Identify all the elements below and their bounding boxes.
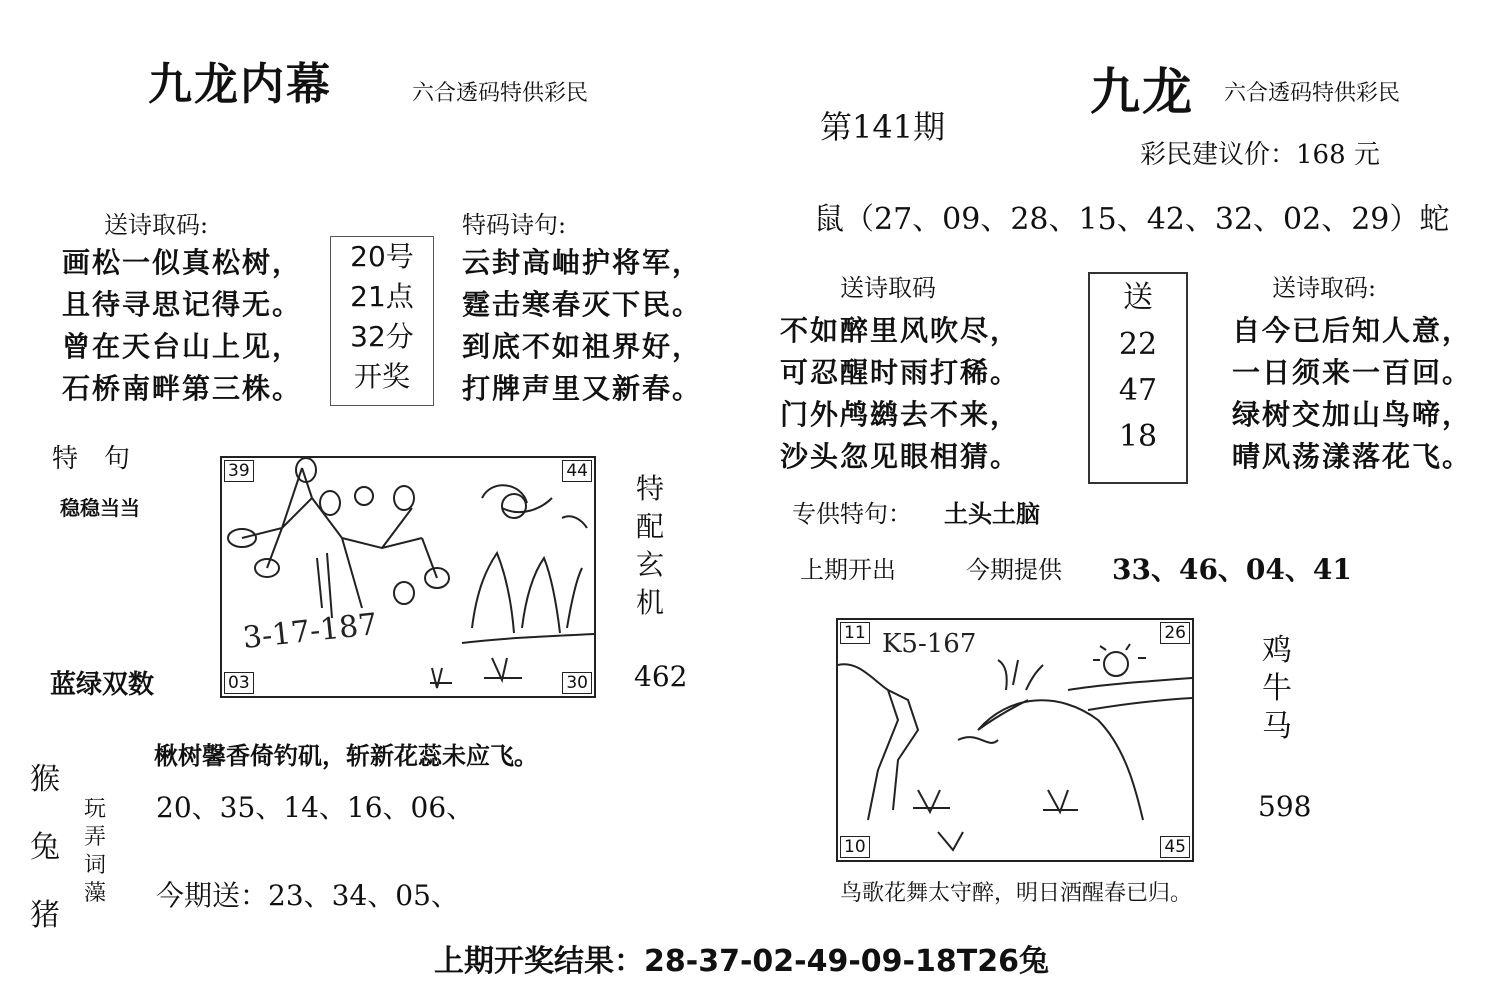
right-sketch-scribble: K5-167 xyxy=(882,629,977,659)
picture-corner-number: 30 xyxy=(562,672,592,694)
animal-char: 马 xyxy=(1262,709,1292,744)
left-side-vertical xyxy=(636,470,664,622)
right-verse: 鸟歌花舞太守醉，明日酒醒春已归。 xyxy=(840,881,1193,906)
left-sketch xyxy=(222,458,594,696)
price-label: 彩民建议价：168 元 xyxy=(1140,140,1380,170)
poem-line: 画松一似真松树， xyxy=(62,246,303,279)
side-char: 玄 xyxy=(636,548,665,581)
provide-label: 今期提供 xyxy=(966,556,1062,584)
side-char: 机 xyxy=(636,586,665,619)
right-title: 九龙 xyxy=(1090,62,1194,121)
right-special-phrase: 土头土脑 xyxy=(944,499,1040,528)
play-char: 弄 xyxy=(84,825,107,850)
left-numbers-line: 20、35、14、16、06、 xyxy=(156,791,475,824)
left-side-number: 462 xyxy=(634,660,688,693)
poem-line: 不如醉里风吹尽， xyxy=(780,314,1021,347)
play-char: 词 xyxy=(84,853,107,878)
poem-line: 石桥南畔第三株。 xyxy=(62,372,303,405)
picture-corner-number: 45 xyxy=(1160,836,1190,858)
send-box-line: 送 xyxy=(1123,280,1153,315)
poem-line: 霆击寒春灭下民。 xyxy=(462,288,703,321)
send-box-line: 18 xyxy=(1118,419,1158,454)
color-label: 蓝绿双数 xyxy=(50,670,155,700)
poem-line: 到底不如祖界好， xyxy=(462,330,703,363)
issue-number: 第141期 xyxy=(820,108,946,146)
picture-corner-number: 03 xyxy=(224,672,254,694)
poem-line: 沙头忽见眼相猜。 xyxy=(780,440,1021,473)
poem-line: 自今已后知人意， xyxy=(1232,314,1473,347)
play-words-vertical xyxy=(84,796,106,908)
draw-box-line: 32分 xyxy=(350,320,414,353)
poem-line: 一日须来一百回。 xyxy=(1232,356,1473,389)
side-char: 配 xyxy=(636,510,665,543)
send-box-line: 47 xyxy=(1118,373,1158,408)
right-poem1-heading: 送诗取码 xyxy=(840,274,936,302)
right-poem1 xyxy=(780,310,1020,478)
left-poem1 xyxy=(62,242,302,410)
left-title: 九龙内幕 xyxy=(148,59,332,110)
picture-corner-number: 44 xyxy=(562,460,592,482)
zodiac-line: 鼠（27、09、28、15、42、32、02、29）蛇 xyxy=(814,202,1450,237)
left-animals-vertical xyxy=(30,746,60,950)
draw-box-line: 开奖 xyxy=(353,360,410,393)
right-sketch xyxy=(838,620,1192,860)
right-hint-picture xyxy=(836,618,1194,862)
draw-time-box xyxy=(330,236,434,406)
play-char: 藻 xyxy=(84,881,107,906)
left-subtitle: 六合透码特供彩民 xyxy=(412,81,589,106)
right-animals-vertical xyxy=(1262,632,1292,746)
picture-corner-number: 10 xyxy=(840,836,870,858)
animal-char: 兔 xyxy=(30,830,60,865)
left-poem2-heading: 特码诗句: xyxy=(462,211,567,239)
special-phrase: 稳稳当当 xyxy=(60,496,140,520)
right-subtitle: 六合透码特供彩民 xyxy=(1224,81,1401,106)
last-result: 上期开奖结果：28-37-02-49-09-18T26兔 xyxy=(434,944,1049,979)
animal-char: 猪 xyxy=(30,898,60,933)
right-poem2-heading: 送诗取码: xyxy=(1272,274,1377,302)
special-phrase-label: 专供特句： xyxy=(792,500,912,528)
poem-line: 曾在天台山上见， xyxy=(62,330,303,363)
left-hint-picture xyxy=(220,456,596,698)
provide-numbers: 33、46、04、41 xyxy=(1112,553,1352,586)
send-box-line: 22 xyxy=(1118,327,1158,362)
right-poem2 xyxy=(1232,310,1472,478)
draw-box-line: 20号 xyxy=(350,240,414,273)
right-side-number: 598 xyxy=(1258,790,1312,823)
left-poem2 xyxy=(462,242,702,410)
last-issue-label: 上期开出 xyxy=(800,556,896,584)
left-verse: 楸树馨香倚钓矶，斩新花蕊未应飞。 xyxy=(154,741,538,770)
side-char: 特 xyxy=(636,472,665,505)
poem-line: 云封高岫护将军， xyxy=(462,246,703,279)
poem-line: 打牌声里又新春。 xyxy=(462,372,703,405)
animal-char: 牛 xyxy=(1262,671,1292,706)
draw-box-line: 21点 xyxy=(350,280,414,313)
left-sketch-scribble: 3-17-187 xyxy=(241,607,379,656)
left-poem1-heading: 送诗取码: xyxy=(104,211,209,239)
send-numbers-box xyxy=(1088,272,1188,484)
play-char: 玩 xyxy=(84,797,107,822)
picture-corner-number: 39 xyxy=(224,460,254,482)
picture-corner-number: 26 xyxy=(1160,622,1190,644)
poem-line: 绿树交加山鸟啼， xyxy=(1232,398,1473,431)
poem-line: 门外鸬鹚去不来， xyxy=(780,398,1021,431)
animal-char: 鸡 xyxy=(1262,633,1292,668)
poem-line: 且待寻思记得无。 xyxy=(62,288,303,321)
poem-line: 可忍醒时雨打稀。 xyxy=(780,356,1021,389)
left-this-issue: 今期送：23、34、05、 xyxy=(156,879,459,912)
picture-corner-number: 11 xyxy=(840,622,870,644)
poem-line: 晴风荡漾落花飞。 xyxy=(1232,440,1473,473)
animal-char: 猴 xyxy=(30,762,60,797)
special-label: 特 句 xyxy=(52,444,131,474)
